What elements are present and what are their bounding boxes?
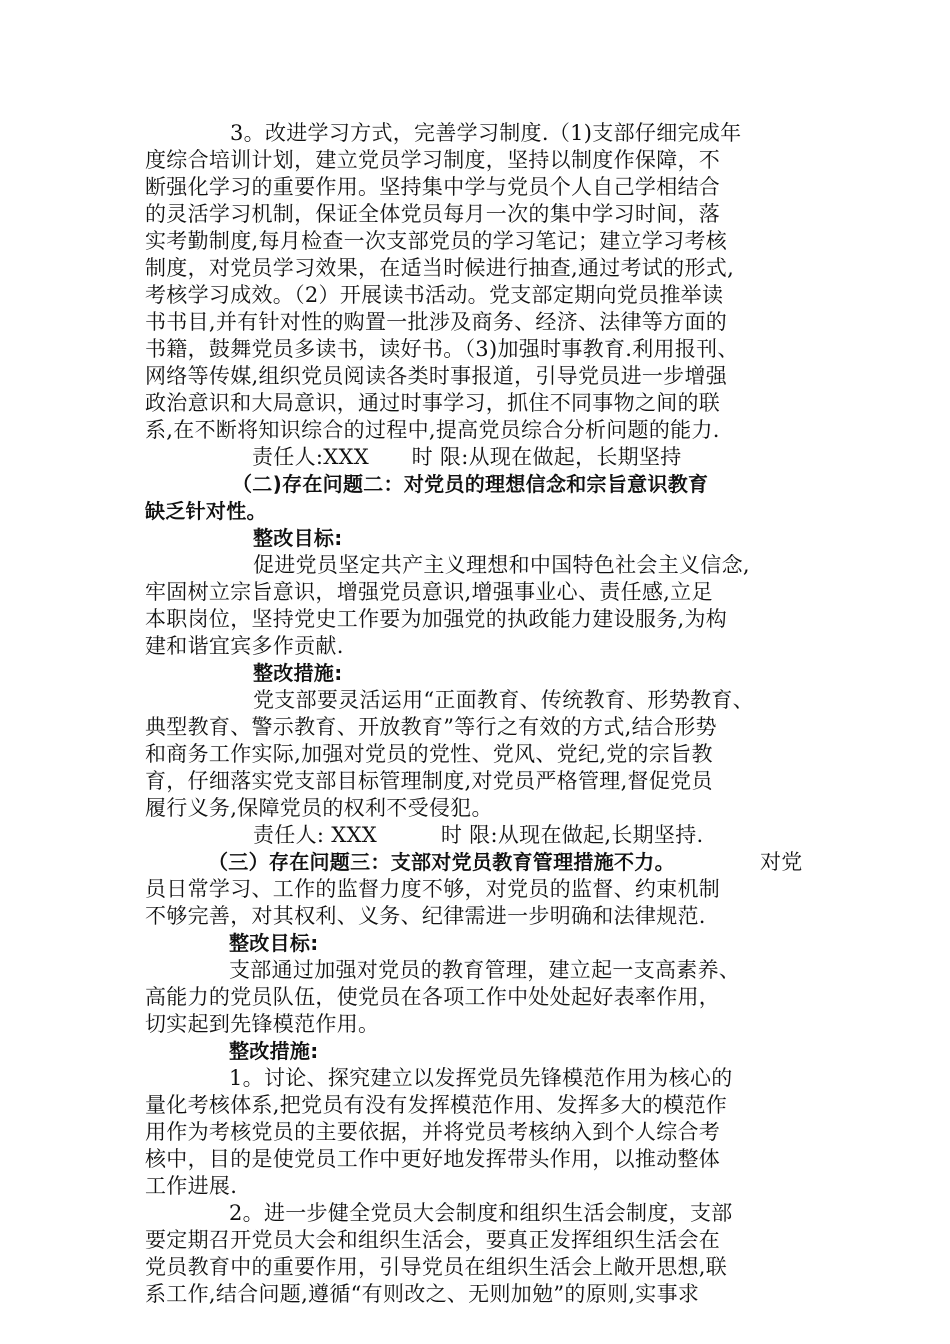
text-line: 的灵活学习机制，保证全体党员每月一次的集中学习时间，落 <box>145 202 721 226</box>
text-line: 用作为考核党员的主要依据，并将党员考核纳入到个人综合考 <box>145 1120 721 1144</box>
text-line: 核中，目的是使党员工作中更好地发挥带头作用，以推动整体 <box>145 1147 721 1171</box>
text-line: 3。改进学习方式，完善学习制度.（1)支部仔细完成年 <box>230 121 742 145</box>
text-line: 促进党员坚定共产主义理想和中国特色社会主义信念, <box>253 553 750 577</box>
text-line: 育，仔细落实党支部目标管理制度,对党员严格管理,督促党员 <box>145 769 713 793</box>
text-line: 实考勤制度,每月检查一次支部党员的学习笔记；建立学习考核 <box>145 229 728 253</box>
text-line: 不够完善，对其权利、义务、纪律需进一步明确和法律规范. <box>145 904 706 928</box>
subheading-measures: 整改措施: <box>253 661 343 685</box>
text-line: 党员教育中的重要作用，引导党员在组织生活会上敞开思想,联 <box>145 1255 728 1279</box>
text-line: 切实起到先锋模范作用。 <box>145 1012 380 1036</box>
text-line: 牢固树立宗旨意识，增强党员意识,增强事业心、责任感,立足 <box>145 580 713 604</box>
section-heading-2-cont: 缺乏针对性。 <box>145 499 267 523</box>
text-line: 书籍，鼓舞党员多读书，读好书。（3)加强时事教育.利用报刊、 <box>145 337 739 361</box>
text-line: 1。讨论、探究建立以发挥党员先锋模范作用为核心的 <box>229 1066 733 1090</box>
text-line: 度综合培训计划，建立党员学习制度，坚持以制度作保障，不 <box>145 148 721 172</box>
text-line: 2。进一步健全党员大会制度和组织生活会制度，支部 <box>229 1201 733 1225</box>
text-line: 员日常学习、工作的监督力度不够，对党员的监督、约束机制 <box>145 877 721 901</box>
section-heading-2: （二)存在问题二：对党员的理想信念和宗旨意识教育 <box>232 472 709 496</box>
text-line: 本职岗位，坚持党史工作要为加强党的执政能力建设服务,为构 <box>145 607 728 631</box>
text-line: 断强化学习的重要作用。坚持集中学与党员个人自己学相结合 <box>145 175 721 199</box>
responsible-person-line: 责任人:XXX 时 限:从现在做起，长期坚持 <box>252 445 682 469</box>
text-line: 网络等传媒,组织党员阅读各类时事报道，引导党员进一步增强 <box>145 364 728 388</box>
text-line: 量化考核体系,把党员有没有发挥模范作用、发挥多大的模范作 <box>145 1093 728 1117</box>
text-line: 支部通过加强对党员的教育管理，建立起一支高素养、 <box>229 958 741 982</box>
text-line: 考核学习成效。（2）开展读书活动。党支部定期向党员推举读 <box>145 283 724 307</box>
subheading-measures: 整改措施: <box>229 1039 319 1063</box>
text-line: 高能力的党员队伍，使党员在各项工作中处处起好表率作用， <box>145 985 721 1009</box>
text-line: 工作进展. <box>145 1174 238 1198</box>
text-line: 制度，对党员学习效果，在适当时候进行抽查,通过考试的形式, <box>145 256 735 280</box>
subheading-goal: 整改目标: <box>229 931 319 955</box>
text-line: 和商务工作实际,加强对党员的党性、党风、党纪,党的宗旨教 <box>145 742 713 766</box>
text-line: 对党 <box>760 850 803 874</box>
text-line: 党支部要灵活运用“正面教育、传统教育、形势教育、 <box>253 688 754 712</box>
text-line: 履行义务,保障党员的权利不受侵犯。 <box>145 796 493 820</box>
text-line: 典型教育、警示教育、开放教育”等行之有效的方式,结合形势 <box>145 715 717 739</box>
subheading-goal: 整改目标: <box>253 526 343 550</box>
text-line: 建和谐宜宾多作贡献. <box>145 634 344 658</box>
text-line: 书书目,并有针对性的购置一批涉及商务、经济、法律等方面的 <box>145 310 728 334</box>
text-line: 政治意识和大局意识，通过时事学习，抓住不同事物之间的联 <box>145 391 721 415</box>
responsible-person-line: 责任人: XXX 时 限:从现在做起,长期坚持. <box>253 823 704 847</box>
text-line: 系工作,结合问题,遵循“有则改之、无则加勉”的原则,实事求 <box>145 1282 700 1306</box>
section-heading-3: （三）存在问题三：支部对党员教育管理措施不力。 <box>208 850 675 874</box>
text-line: 要定期召开党员大会和组织生活会，要真正发挥组织生活会在 <box>145 1228 721 1252</box>
text-line: 系,在不断将知识综合的过程中,提高党员综合分析问题的能力. <box>145 418 720 442</box>
